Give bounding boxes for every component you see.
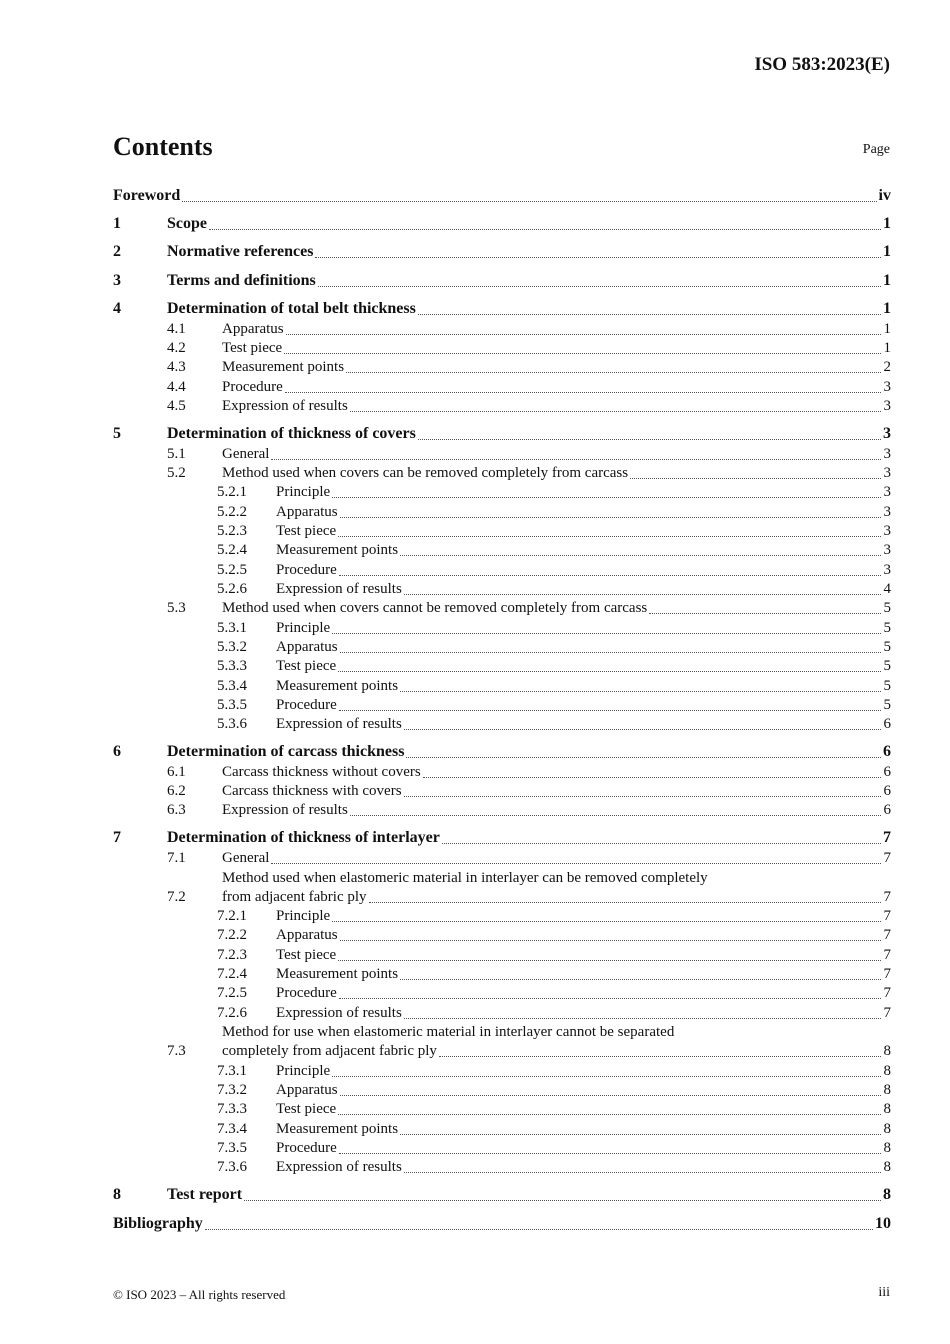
toc-entry[interactable] xyxy=(0,502,950,522)
toc-entry-number: 5.3.3 xyxy=(217,658,247,674)
toc-entry[interactable] xyxy=(0,637,950,657)
dot-leader xyxy=(284,352,881,354)
toc-entry-page: 1 xyxy=(883,243,891,260)
toc-entry-title: completely from adjacent fabric ply xyxy=(222,1043,437,1059)
toc-entry-page: 1 xyxy=(883,340,891,356)
toc-entry[interactable] xyxy=(0,1119,950,1139)
toc-entry-page: 7 xyxy=(883,908,891,924)
dot-leader xyxy=(630,477,881,479)
dot-leader xyxy=(286,333,881,335)
toc-entry-number: 5.2 xyxy=(167,465,186,481)
toc-entry[interactable] xyxy=(0,377,950,397)
toc-entry[interactable] xyxy=(0,319,950,339)
toc-entry[interactable] xyxy=(0,1024,950,1061)
toc-entry-title: from adjacent fabric ply xyxy=(222,889,367,905)
toc-entry-title: Expression of results xyxy=(276,581,402,597)
dot-leader xyxy=(332,632,881,634)
toc-entry[interactable] xyxy=(0,762,950,782)
dot-leader xyxy=(404,1171,881,1173)
toc-entry-number: 6.1 xyxy=(167,764,186,780)
dot-leader xyxy=(442,842,881,844)
dot-leader xyxy=(404,728,881,730)
toc-entry-title: Apparatus xyxy=(276,639,338,655)
toc-entry-page: 8 xyxy=(883,1101,891,1117)
toc-entry-title: Test piece xyxy=(276,523,337,539)
dot-leader xyxy=(418,313,881,315)
dot-leader xyxy=(423,776,881,778)
toc-entry[interactable] xyxy=(0,1080,950,1100)
toc-entry-number: 7.2 xyxy=(167,889,186,905)
dot-leader xyxy=(400,978,881,980)
toc-entry-title: Test piece xyxy=(276,1101,337,1117)
toc-entry[interactable] xyxy=(0,482,950,502)
toc-entry-number: 4.3 xyxy=(167,359,186,375)
toc-entry-page: 7 xyxy=(883,889,891,905)
toc-entry-title: Terms and definitions xyxy=(167,272,316,289)
dot-leader xyxy=(338,959,881,961)
toc-entry-page: 8 xyxy=(883,1186,891,1203)
toc-entry-page: 3 xyxy=(883,484,891,500)
dot-leader xyxy=(332,920,881,922)
toc-entry[interactable] xyxy=(0,618,950,638)
toc-entry-title: Procedure xyxy=(276,1140,337,1156)
toc-entry-number: 5 xyxy=(113,425,121,442)
toc-entry-number: 4.5 xyxy=(167,398,186,414)
toc-entry-title: Measurement points xyxy=(276,1121,399,1137)
dot-leader xyxy=(332,1075,881,1077)
dot-leader xyxy=(340,651,881,653)
toc-entry-title: Test report xyxy=(167,1186,243,1203)
toc-entry[interactable] xyxy=(0,676,950,696)
toc-entry-number: 7.3.1 xyxy=(217,1063,247,1079)
toc-entry[interactable] xyxy=(0,444,950,464)
toc-entry[interactable] xyxy=(0,1138,950,1158)
toc-entry-number: 7.1 xyxy=(167,850,186,866)
toc-entry-page: 8 xyxy=(883,1159,891,1175)
toc-entry-page: 8 xyxy=(883,1082,891,1098)
toc-entry-title: Expression of results xyxy=(276,1159,402,1175)
toc-entry-title: Normative references xyxy=(167,243,314,260)
dot-leader xyxy=(350,814,881,816)
toc-entry-page: 4 xyxy=(883,581,891,597)
toc-entry-page: 5 xyxy=(883,658,891,674)
toc-entry-number: 5.2.2 xyxy=(217,504,247,520)
toc-entry-number: 6.2 xyxy=(167,783,186,799)
toc-entry-page: 5 xyxy=(883,678,891,694)
toc-entry[interactable] xyxy=(0,1003,950,1023)
toc-entry-title: Measurement points xyxy=(222,359,345,375)
toc-entry-number: 6.3 xyxy=(167,802,186,818)
toc-entry-number: 5.2.3 xyxy=(217,523,247,539)
toc-entry[interactable] xyxy=(0,540,950,560)
toc-entry-page: 5 xyxy=(883,697,891,713)
dot-leader xyxy=(346,371,881,373)
dot-leader xyxy=(649,612,881,614)
toc-entry-title: Expression of results xyxy=(276,1005,402,1021)
toc-entry[interactable] xyxy=(0,848,950,868)
toc-entry-number: 4 xyxy=(113,300,121,317)
toc-entry-number: 4.1 xyxy=(167,321,186,337)
toc-entry-number: 7.3.4 xyxy=(217,1121,247,1137)
dot-leader xyxy=(285,391,881,393)
toc-entry-title: Determination of carcass thickness xyxy=(167,743,405,760)
toc-entry-page: 3 xyxy=(883,446,891,462)
dot-leader xyxy=(400,690,881,692)
toc-entry[interactable] xyxy=(0,800,950,820)
page-number: iii xyxy=(878,1285,890,1300)
toc-entry-page: 7 xyxy=(883,927,891,943)
toc-entry-number: 5.2.1 xyxy=(217,484,247,500)
toc-entry-number: 1 xyxy=(113,215,121,232)
dot-leader xyxy=(182,200,876,202)
toc-entry[interactable] xyxy=(0,560,950,580)
toc-entry[interactable] xyxy=(0,695,950,715)
toc-entry-number: 7 xyxy=(113,829,121,846)
toc-entry-number: 2 xyxy=(113,243,121,260)
toc-entry-page: 3 xyxy=(883,379,891,395)
toc-entry-page: 7 xyxy=(883,966,891,982)
toc-entry[interactable] xyxy=(0,828,950,848)
toc-entry-page: iv xyxy=(878,187,891,204)
toc-entry-page: 7 xyxy=(883,829,891,846)
toc-entry-title: Expression of results xyxy=(222,802,348,818)
toc-entry-title: Determination of thickness of covers xyxy=(167,425,416,442)
toc-entry-page: 3 xyxy=(883,523,891,539)
toc-entry-title: Apparatus xyxy=(276,1082,338,1098)
toc-entry-page: 5 xyxy=(883,600,891,616)
toc-entry-page: 7 xyxy=(883,947,891,963)
dot-leader xyxy=(404,1017,881,1019)
toc-entry-number: 5.2.4 xyxy=(217,542,247,558)
toc-entry-title: Procedure xyxy=(276,562,337,578)
document-id: ISO 583:2023(E) xyxy=(754,54,890,75)
dot-leader xyxy=(339,997,881,999)
dot-leader xyxy=(340,939,881,941)
toc-entry-title: Expression of results xyxy=(222,398,348,414)
toc-entry-title: Apparatus xyxy=(276,504,338,520)
dot-leader xyxy=(338,1113,881,1115)
toc-entry-number: 5.3.2 xyxy=(217,639,247,655)
toc-entry-number: 7.2.6 xyxy=(217,1005,247,1021)
toc-entry[interactable] xyxy=(0,521,950,541)
toc-entry-number: 5.3.1 xyxy=(217,620,247,636)
toc-entry-page: 6 xyxy=(883,783,891,799)
toc-entry-page: 1 xyxy=(883,272,891,289)
toc-entry-page: 1 xyxy=(883,215,891,232)
toc-entry-title-line1: Method for use when elastomeric material in interlayer cannot be separated xyxy=(222,1024,675,1040)
toc-entry-number: 6 xyxy=(113,743,121,760)
toc-entry-title: Procedure xyxy=(222,379,283,395)
toc-entry-title: Test piece xyxy=(276,658,337,674)
toc-entry[interactable] xyxy=(0,742,950,762)
toc-entry-number: 7.3.3 xyxy=(217,1101,247,1117)
toc-entry-page: 3 xyxy=(883,465,891,481)
dot-leader xyxy=(315,256,881,258)
dot-leader xyxy=(244,1199,881,1201)
page-column-label: Page xyxy=(862,142,890,157)
toc-entry-title: Method used when covers can be removed completely from carcass xyxy=(222,465,629,481)
toc-entry-page: 10 xyxy=(875,1215,891,1232)
toc-entry-number: 5.2.6 xyxy=(217,581,247,597)
toc-entry-title: Determination of thickness of interlayer xyxy=(167,829,440,846)
dot-leader xyxy=(404,795,881,797)
dot-leader xyxy=(332,496,881,498)
toc-entry-page: 6 xyxy=(883,716,891,732)
toc-entry-title: General xyxy=(222,850,270,866)
dot-leader xyxy=(400,554,881,556)
toc-entry[interactable] xyxy=(0,1061,950,1081)
toc-entry-page: 8 xyxy=(883,1043,891,1059)
toc-entry-title: Procedure xyxy=(276,697,337,713)
toc-entry-number: 8 xyxy=(113,1186,121,1203)
toc-entry-number: 5.3.5 xyxy=(217,697,247,713)
toc-entry-title: Measurement points xyxy=(276,678,399,694)
dot-leader xyxy=(205,1228,873,1230)
dot-leader xyxy=(404,593,881,595)
dot-leader xyxy=(439,1055,881,1057)
toc-entry[interactable] xyxy=(0,945,950,965)
toc-entry-number: 4.2 xyxy=(167,340,186,356)
toc-entry-page: 6 xyxy=(883,743,891,760)
toc-entry-title: Carcass thickness with covers xyxy=(222,783,402,799)
toc-entry-title: Apparatus xyxy=(276,927,338,943)
toc-entry[interactable] xyxy=(0,338,950,358)
toc-entry[interactable] xyxy=(0,1185,950,1205)
toc-entry[interactable] xyxy=(0,357,950,377)
toc-entry[interactable] xyxy=(0,906,950,926)
toc-entry-page: 6 xyxy=(883,802,891,818)
toc-entry-page: 5 xyxy=(883,639,891,655)
toc-entry[interactable] xyxy=(0,781,950,801)
toc-entry[interactable] xyxy=(0,242,950,262)
toc-entry-title: Expression of results xyxy=(276,716,402,732)
toc-entry-page: 3 xyxy=(883,562,891,578)
toc-entry-title: Measurement points xyxy=(276,966,399,982)
toc-entry[interactable] xyxy=(0,463,950,483)
toc-entry-page: 2 xyxy=(883,359,891,375)
dot-leader xyxy=(209,228,881,230)
dot-leader xyxy=(271,862,881,864)
toc-entry-page: 8 xyxy=(883,1121,891,1137)
dot-leader xyxy=(339,574,881,576)
page-title: Contents xyxy=(113,132,213,161)
dot-leader xyxy=(339,1152,881,1154)
toc-entry-number: 7.2.2 xyxy=(217,927,247,943)
toc-entry[interactable] xyxy=(0,1214,950,1234)
toc-entry[interactable] xyxy=(0,964,950,984)
toc-entry-title: Foreword xyxy=(113,187,181,204)
dot-leader xyxy=(338,535,881,537)
toc-entry-page: 3 xyxy=(883,425,891,442)
toc-entry-page: 8 xyxy=(883,1140,891,1156)
toc-entry[interactable] xyxy=(0,1099,950,1119)
toc-entry-page: 1 xyxy=(883,300,891,317)
toc-entry[interactable] xyxy=(0,396,950,416)
dot-leader xyxy=(340,516,881,518)
toc-entry-page: 1 xyxy=(883,321,891,337)
toc-entry-title: General xyxy=(222,446,270,462)
toc-entry-title: Determination of total belt thickness xyxy=(167,300,416,317)
toc-entry-number: 7.2.1 xyxy=(217,908,247,924)
toc-entry[interactable] xyxy=(0,424,950,444)
toc-entry[interactable] xyxy=(0,186,950,206)
toc-entry-number: 7.3.2 xyxy=(217,1082,247,1098)
toc-entry-title-line1: Method used when elastomeric material in interlayer can be removed completely xyxy=(222,870,708,886)
toc-entry-title: Method used when covers cannot be removed completely from carcass xyxy=(222,600,648,616)
dot-leader xyxy=(318,285,881,287)
toc-entry-number: 7.3 xyxy=(167,1043,186,1059)
dot-leader xyxy=(339,709,881,711)
toc-entry-title: Principle xyxy=(276,620,331,636)
toc-entry-page: 3 xyxy=(883,398,891,414)
toc-entry-title: Procedure xyxy=(276,985,337,1001)
toc-entry[interactable] xyxy=(0,870,950,907)
toc-entry-page: 6 xyxy=(883,764,891,780)
toc-entry-title: Measurement points xyxy=(276,542,399,558)
toc-entry-title: Principle xyxy=(276,1063,331,1079)
copyright-notice: © ISO 2023 – All rights reserved xyxy=(113,1287,286,1302)
toc-entry-number: 5.3.4 xyxy=(217,678,247,694)
toc-entry-number: 5.3 xyxy=(167,600,186,616)
toc-entry[interactable] xyxy=(0,983,950,1003)
dot-leader xyxy=(369,901,881,903)
toc-entry-title: Test piece xyxy=(222,340,283,356)
toc-entry-number: 3 xyxy=(113,272,121,289)
dot-leader xyxy=(406,756,881,758)
toc-entry-title: Principle xyxy=(276,908,331,924)
toc-entry-page: 7 xyxy=(883,850,891,866)
toc-entry-number: 5.3.6 xyxy=(217,716,247,732)
toc-entry[interactable] xyxy=(0,598,950,618)
toc-entry-page: 7 xyxy=(883,985,891,1001)
toc-entry[interactable] xyxy=(0,299,950,319)
toc-entry-page: 3 xyxy=(883,504,891,520)
dot-leader xyxy=(418,438,881,440)
dot-leader xyxy=(338,670,881,672)
toc-entry-number: 7.3.6 xyxy=(217,1159,247,1175)
toc-entry[interactable] xyxy=(0,714,950,734)
dot-leader xyxy=(400,1133,881,1135)
toc-entry-title: Bibliography xyxy=(113,1215,203,1232)
dot-leader xyxy=(350,410,881,412)
toc-entry-title: Apparatus xyxy=(222,321,284,337)
toc-entry[interactable] xyxy=(0,656,950,676)
toc-entry-title: Principle xyxy=(276,484,331,500)
toc-entry-title: Scope xyxy=(167,215,207,232)
toc-entry[interactable] xyxy=(0,579,950,599)
toc-entry-title: Carcass thickness without covers xyxy=(222,764,421,780)
toc-entry-number: 5.2.5 xyxy=(217,562,247,578)
toc-entry-title: Test piece xyxy=(276,947,337,963)
toc-entry-page: 3 xyxy=(883,542,891,558)
toc-entry-number: 4.4 xyxy=(167,379,186,395)
toc-entry[interactable] xyxy=(0,214,950,234)
toc-entry[interactable] xyxy=(0,1157,950,1177)
dot-leader xyxy=(340,1094,881,1096)
toc-entry-page: 7 xyxy=(883,1005,891,1021)
toc-entry[interactable] xyxy=(0,271,950,291)
toc-entry-number: 7.2.4 xyxy=(217,966,247,982)
toc-entry-page: 5 xyxy=(883,620,891,636)
toc-entry-number: 7.2.3 xyxy=(217,947,247,963)
dot-leader xyxy=(271,458,881,460)
toc-entry-number: 7.3.5 xyxy=(217,1140,247,1156)
toc-entry[interactable] xyxy=(0,925,950,945)
toc-entry-number: 5.1 xyxy=(167,446,186,462)
toc-entry-page: 8 xyxy=(883,1063,891,1079)
toc-entry-number: 7.2.5 xyxy=(217,985,247,1001)
